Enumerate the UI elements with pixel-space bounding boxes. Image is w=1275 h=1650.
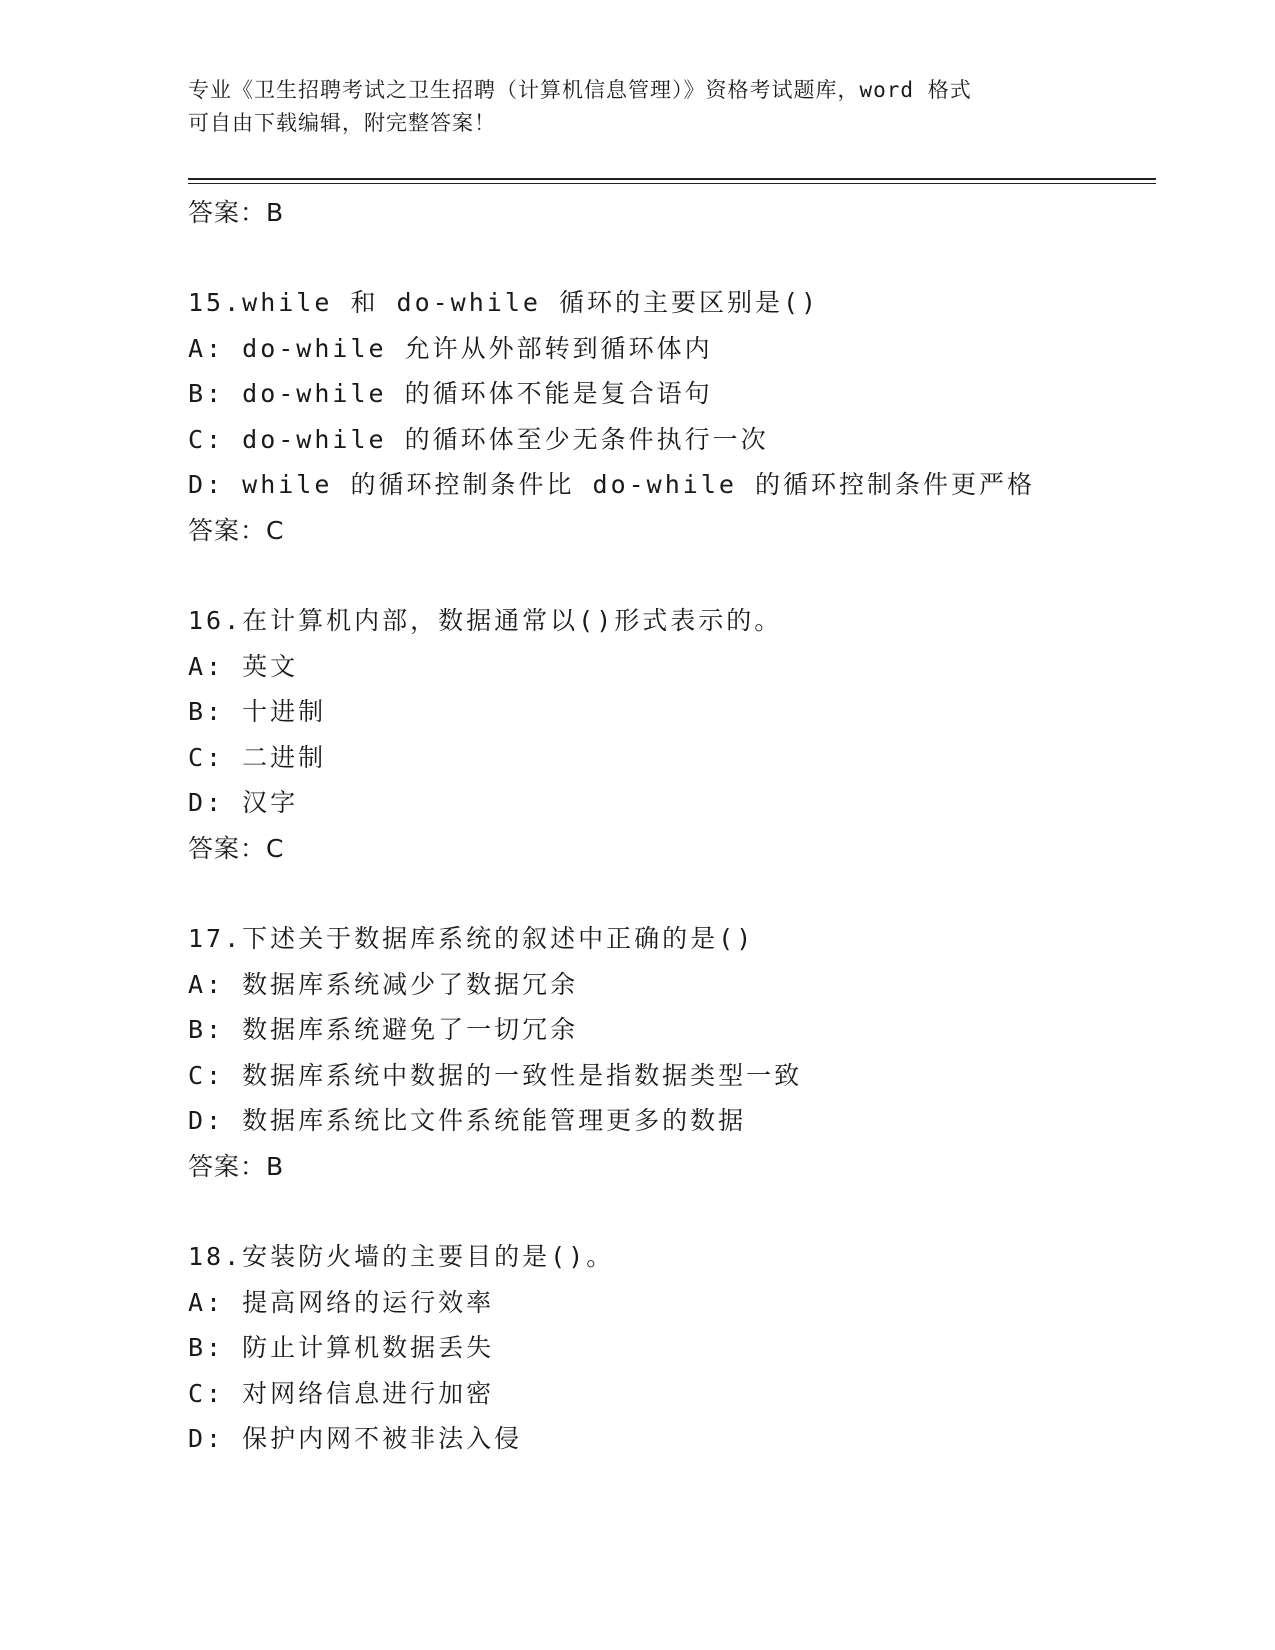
option-b: B: do-while 的循环体不能是复合语句 bbox=[188, 379, 713, 409]
header-divider bbox=[188, 178, 1156, 180]
answer-line: 答案：C bbox=[188, 515, 285, 545]
option-b: B: 数据库系统避免了一切冗余 bbox=[188, 1015, 579, 1045]
document-header bbox=[188, 74, 1088, 140]
question-18 bbox=[188, 1234, 1148, 1462]
question-text: 15.while 和 do-while 循环的主要区别是() bbox=[188, 288, 820, 317]
question-15 bbox=[188, 280, 1148, 554]
option-c: C: 二进制 bbox=[188, 742, 327, 772]
spacer bbox=[188, 554, 1148, 598]
option-b: B: 十进制 bbox=[188, 697, 327, 727]
option-a: A: 英文 bbox=[188, 651, 299, 681]
header-line-2: 可自由下载编辑，附完整答案！ bbox=[188, 111, 496, 135]
option-d: D: 汉字 bbox=[188, 788, 299, 818]
answer-line: 答案：B bbox=[188, 198, 285, 227]
option-d: D: while 的循环控制条件比 do-while 的循环控制条件更严格 bbox=[188, 470, 1035, 500]
header-line-1: 专业《卫生招聘考试之卫生招聘（计算机信息管理）》资格考试题库，word 格式 bbox=[188, 78, 972, 102]
spacer bbox=[188, 872, 1148, 916]
question-text: 17.下述关于数据库系统的叙述中正确的是() bbox=[188, 923, 755, 953]
question-text: 16.在计算机内部，数据通常以()形式表示的。 bbox=[188, 605, 783, 635]
option-d: D: 保护内网不被非法入侵 bbox=[188, 1424, 523, 1454]
question-text: 18.安装防火墙的主要目的是()。 bbox=[188, 1241, 615, 1271]
answer-line: 答案：C bbox=[188, 833, 285, 863]
question-17 bbox=[188, 916, 1148, 1190]
spacer bbox=[188, 1190, 1148, 1234]
spacer bbox=[188, 236, 1148, 280]
option-a: A: 数据库系统减少了数据冗余 bbox=[188, 969, 579, 999]
option-b: B: 防止计算机数据丢失 bbox=[188, 1333, 495, 1363]
answer-line: 答案：B bbox=[188, 1151, 285, 1181]
option-c: C: do-while 的循环体至少无条件执行一次 bbox=[188, 424, 769, 454]
option-a: A: 提高网络的运行效率 bbox=[188, 1287, 495, 1317]
document-body bbox=[188, 190, 1148, 1462]
question-16 bbox=[188, 598, 1148, 872]
header-divider-thin bbox=[188, 183, 1156, 184]
option-c: C: 对网络信息进行加密 bbox=[188, 1378, 495, 1408]
option-a: A: do-while 允许从外部转到循环体内 bbox=[188, 333, 713, 363]
option-c: C: 数据库系统中数据的一致性是指数据类型一致 bbox=[188, 1060, 803, 1090]
option-d: D: 数据库系统比文件系统能管理更多的数据 bbox=[188, 1106, 747, 1136]
